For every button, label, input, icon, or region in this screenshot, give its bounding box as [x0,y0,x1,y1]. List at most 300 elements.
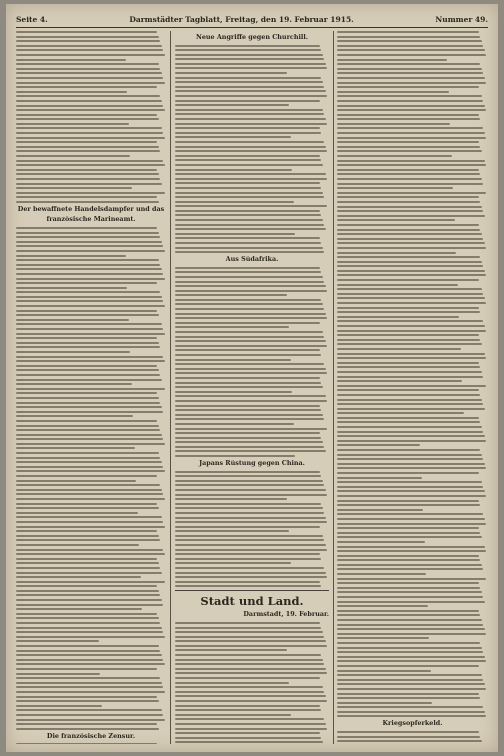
text-line [337,160,485,162]
text-line [175,58,324,60]
text-line [16,484,160,486]
text-line [175,622,320,624]
text-line [16,452,159,454]
text-line [175,359,291,361]
text-line [16,86,157,88]
masthead [16,12,488,26]
text-line [16,132,163,134]
text-line [175,728,327,730]
text-line [337,601,485,603]
text-line [337,559,480,561]
text-line [175,700,327,702]
text-line [175,395,326,397]
text-line [175,475,321,477]
text-line [16,719,165,721]
text-line [16,627,162,629]
text-line [337,325,485,327]
dateline: Darmstadt, 19. Februar. [243,611,329,619]
text-line [175,576,327,578]
text-line [175,517,326,519]
text-line [337,596,483,598]
text-line [337,330,486,332]
header-rule [16,27,488,28]
text-line [16,109,165,111]
text-line [175,585,321,587]
text-line [175,382,321,384]
text-line [16,475,157,477]
text-line [16,608,142,610]
text-line [16,691,165,693]
text-line [337,339,480,341]
newspaper-page [6,4,498,752]
text-line [337,68,482,70]
text-line [175,146,326,148]
text-line [16,236,160,238]
text-line [337,518,485,520]
text-line [16,558,157,560]
text-line [337,150,482,152]
text-line [16,374,160,376]
text-line [16,507,159,509]
text-line [175,414,323,416]
text-line [175,354,321,356]
text-line [16,549,163,551]
text-line [16,146,159,148]
text-line [16,319,129,321]
text-line [16,544,139,546]
text-line [175,446,324,448]
text-line [337,210,483,212]
text-line [337,633,486,635]
text-line [337,582,479,584]
text-line [337,697,480,699]
text-line [16,241,162,243]
text-line [16,114,157,116]
text-line [175,409,321,411]
text-line [175,695,326,697]
text-line [175,386,323,388]
text-line [16,72,162,74]
text-line [337,426,482,428]
text-line [16,45,162,47]
text-line [337,399,482,401]
text-line [337,490,485,492]
text-line [16,49,163,51]
text-line [337,31,479,33]
text-line [337,173,480,175]
text-line [337,252,456,254]
text-line [16,137,165,139]
text-line [16,402,160,404]
text-line [175,233,295,235]
text-line [175,627,321,629]
text-line [175,49,321,51]
text-line [337,449,480,451]
text-line [16,245,163,247]
text-line [337,72,483,74]
text-line [175,187,321,189]
text-line [175,132,321,134]
text-line [175,109,323,111]
text-line [337,541,425,543]
column-divider [170,31,171,744]
text-line [337,715,486,717]
text-line [337,532,480,534]
text-block [337,731,488,744]
text-line [175,705,320,707]
text-line [337,297,485,299]
text-line [175,159,321,161]
text-line [175,271,321,273]
text-line [16,572,162,574]
text-line [16,141,157,143]
text-line [175,553,320,555]
text-line [337,348,461,350]
article-heading: französische Marineamt. [46,216,136,224]
text-line [337,385,486,387]
text-line [337,242,485,244]
text-line [175,72,287,74]
text-block [175,267,329,457]
text-line [175,228,326,230]
text-line [337,472,479,474]
text-line [175,400,327,402]
text-line [16,63,159,65]
text-line [16,709,162,711]
text-block [16,743,166,744]
text-line [175,494,327,496]
text-line [337,711,485,713]
text-line [337,146,480,148]
text-line [337,270,485,272]
text-line [337,192,486,194]
text-line [337,500,479,502]
text-line [16,420,157,422]
text-line [16,328,163,330]
text-line [337,164,486,166]
text-line [337,137,486,139]
text-line [175,118,326,120]
text-line [175,340,326,342]
text-line [337,679,483,681]
text-line [16,466,163,468]
text-line [337,316,459,318]
text-line [16,227,157,229]
text-line [175,450,326,452]
text-line [175,349,320,351]
text-line [175,247,323,249]
column-2 [175,31,329,744]
text-line [175,441,323,443]
text-line [175,723,326,725]
text-line [175,281,324,283]
text-line [337,307,479,309]
text-line [337,229,480,231]
text-line [337,247,486,249]
text-line [16,415,133,417]
text-line [337,380,462,382]
text-line [16,155,130,157]
text-line [337,706,483,708]
text-line [175,95,327,97]
text-line [16,310,157,312]
text-line [175,649,287,651]
text-line [175,484,324,486]
text-line [16,264,160,266]
text-line [16,305,165,307]
text-line [175,77,321,79]
text-line [337,504,480,506]
text-line [337,114,479,116]
text-line [16,645,159,647]
text-line [175,503,321,505]
text-line [16,178,160,180]
text-line [16,576,141,578]
text-line [16,259,159,261]
text-line [16,723,157,725]
text-line [16,434,162,436]
text-line [16,705,102,707]
text-line [16,118,159,120]
text-line [16,530,157,532]
text-line [175,169,292,171]
text-line [16,650,160,652]
text-line [175,210,320,212]
newspaper-title: Darmstädter Tagblatt, Freitag, den 19. Februar 1915. [129,14,354,24]
text-line [175,345,327,347]
text-line [16,192,165,194]
text-line [337,536,482,538]
text-line [175,718,324,720]
text-line [175,572,326,574]
text-line [175,437,321,439]
text-line [337,647,482,649]
article-heading: Die französische Zensur. [46,732,136,740]
text-line [337,353,485,355]
text-line [175,224,324,226]
text-line [337,362,479,364]
text-line [337,86,479,88]
text-line [337,637,429,639]
text-line [175,709,321,711]
text-line [337,155,452,157]
text-line [337,628,485,630]
text-line [337,77,485,79]
text-line [337,265,483,267]
text-line [16,255,126,257]
text-line [16,686,163,688]
text-line [337,660,486,662]
article-heading: Der bewaffnete Handelsdampfer und das [17,205,165,213]
text-line [16,296,162,298]
text-line [337,141,479,143]
text-line [337,389,479,391]
text-line [337,481,482,483]
text-line [337,527,479,529]
text-block [175,471,329,588]
text-line [175,317,327,319]
text-block [337,31,488,717]
text-line [16,123,129,125]
text-line [337,693,479,695]
text-line [337,467,486,469]
text-line [16,562,159,564]
text-line [16,40,160,42]
text-line [337,206,482,208]
text-line [337,82,486,84]
text-line [175,691,324,693]
column-1 [16,31,166,744]
text-line [337,578,486,580]
text-line [175,67,327,69]
text-line [175,196,324,198]
text-line [337,376,483,378]
text-line [175,682,289,684]
text-line [175,558,321,560]
text-line [16,360,165,362]
text-line [16,654,162,656]
text-line [175,677,320,679]
text-line [16,480,136,482]
text-line [337,614,480,616]
text-line [175,372,327,374]
text-line [337,656,485,658]
text-line [175,242,321,244]
text-line [175,313,326,315]
text-line [337,665,479,667]
text-line [337,279,479,281]
text-line [337,215,485,217]
text-line [175,81,323,83]
text-line [16,700,159,702]
text-line [16,714,163,716]
text-line [175,45,320,47]
text-line [337,731,479,733]
text-block [16,227,166,730]
text-line [16,668,157,670]
text-line [16,590,159,592]
text-line [175,631,323,633]
text-line [337,274,486,276]
text-line [337,261,482,263]
text-line [337,495,486,497]
text-line [16,36,159,38]
text-line [16,438,163,440]
text-line [337,486,483,488]
text-line [16,696,157,698]
text-line [337,59,447,61]
text-line [175,104,289,106]
text-line [16,585,157,587]
text-line [337,435,485,437]
text-line [337,444,420,446]
text-line [16,636,165,638]
text-line [337,100,483,102]
text-line [337,546,485,548]
text-line [16,553,165,555]
text-line [337,417,479,419]
text-line [16,287,127,289]
text-line [337,573,426,575]
column-3 [337,31,488,744]
text-line [16,663,165,665]
text-line [16,278,165,280]
text-line [337,366,480,368]
text-line [16,105,163,107]
text-line [175,214,321,216]
page-number: Seite 4. [16,14,48,24]
text-line [337,132,485,134]
text-line [337,54,486,56]
text-line [16,613,157,615]
text-line [175,507,323,509]
text-line [175,663,324,665]
text-line [175,90,326,92]
text-line [337,736,480,738]
text-line [337,740,482,742]
text-line [175,290,327,292]
text-line [337,394,480,396]
text-line [16,516,162,518]
text-line [16,617,159,619]
text-line [16,594,160,596]
text-line [175,155,320,157]
text-line [16,369,159,371]
text-line [337,431,483,433]
text-line [337,702,432,704]
text-line [337,183,483,185]
text-line [16,337,157,339]
text-line [175,645,327,647]
text-line [175,530,289,532]
text-line [175,100,320,102]
text-line [175,668,326,670]
text-line [337,109,486,111]
text-line [175,141,324,143]
text-line [337,610,479,612]
column-divider [333,31,334,744]
text-line [175,498,287,500]
text-line [337,105,485,107]
text-line [175,299,321,301]
text-line [175,267,320,269]
text-line [16,457,160,459]
text-line [175,150,327,152]
text-line [16,91,127,93]
text-line [337,454,482,456]
text-line [175,123,327,125]
text-line [337,233,482,235]
text-line [16,333,165,335]
text-line [337,440,486,442]
article-heading: Kriegsopferkeld. [382,720,443,728]
text-line [175,471,320,473]
text-line [16,314,159,316]
text-line [16,503,157,505]
text-line [337,302,486,304]
text-line [175,539,324,541]
text-line [16,346,160,348]
text-line [175,63,326,65]
text-line [16,383,132,385]
text-line [16,743,157,744]
text-line [16,291,160,293]
text-line [16,273,163,275]
text-line [16,677,160,679]
text-line [175,654,321,656]
text-line [337,357,486,359]
text-line [337,196,479,198]
